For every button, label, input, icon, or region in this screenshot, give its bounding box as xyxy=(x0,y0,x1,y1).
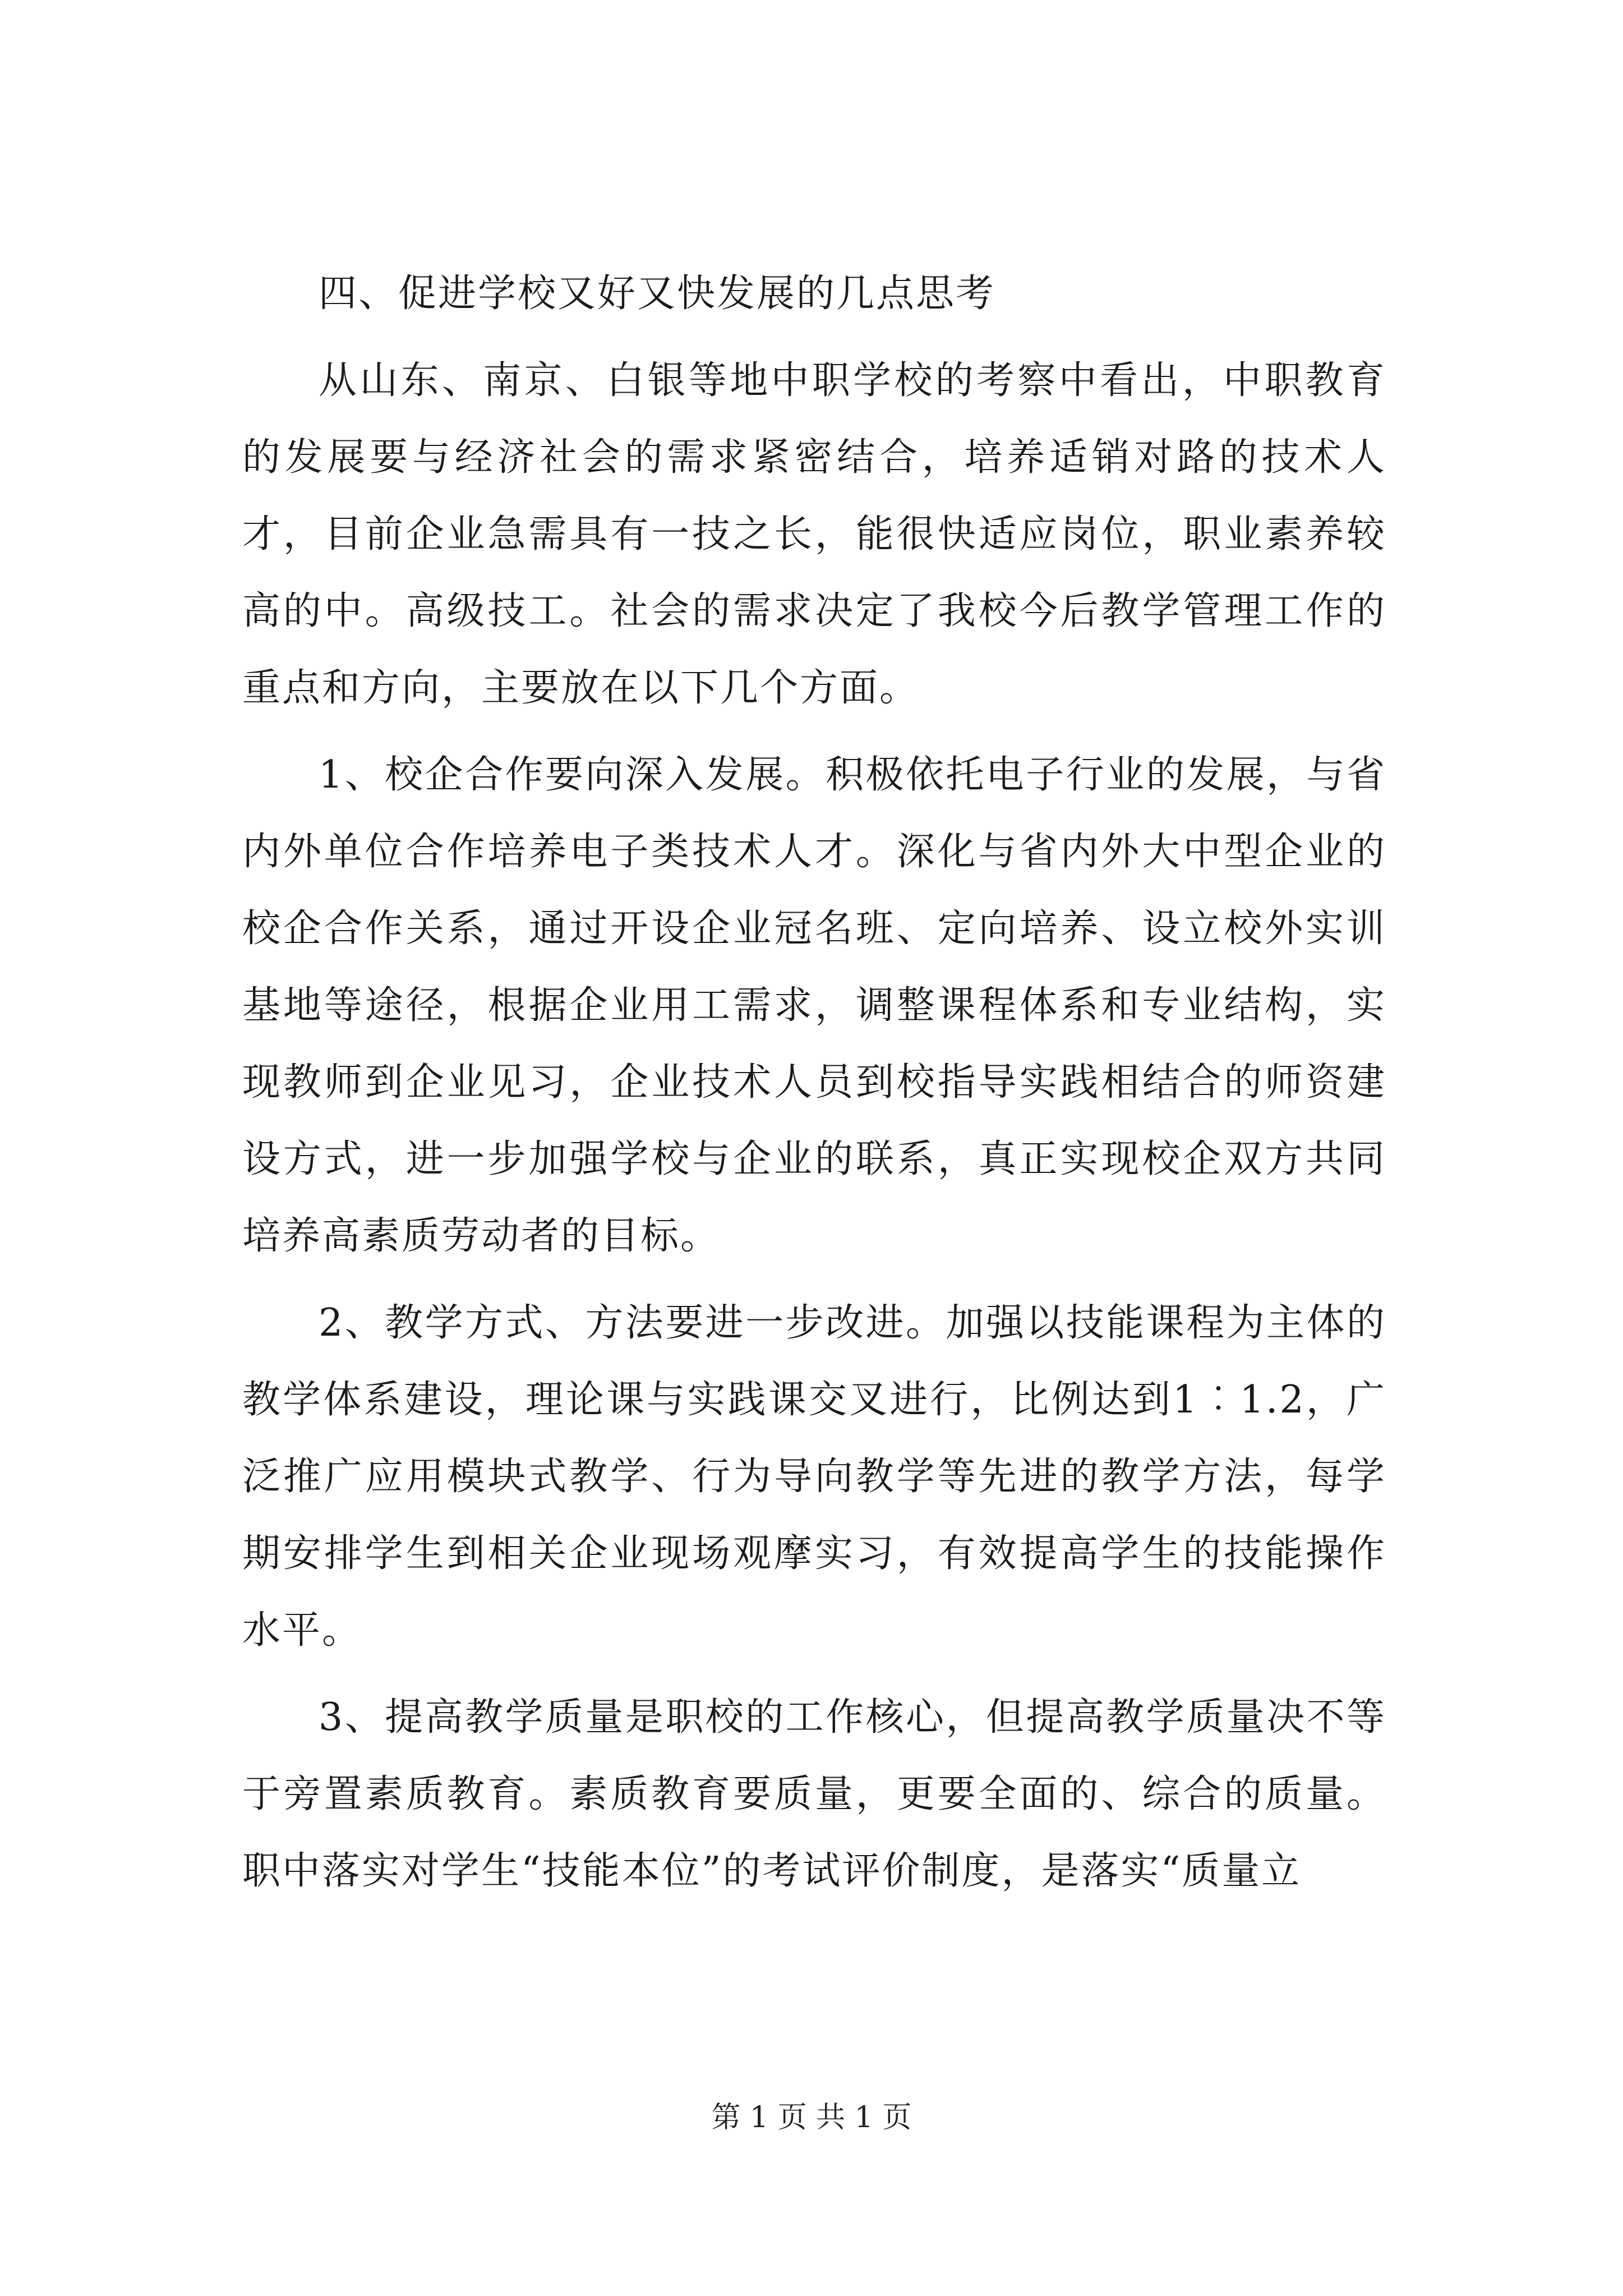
document-body xyxy=(242,255,1386,1910)
paragraph-point-3: 3、提高教学质量是职校的工作核心，但提高教学质量决不等于旁置素质教育。素质教育要质量，更要全面的、综合的质量。职中落实对学生“技能本位”的考试评价制度，是落实“质量立 xyxy=(242,1695,1386,1893)
page-number-footer: 第 1 页 共 1 页 xyxy=(711,2101,912,2134)
paragraph-point-2: 2、教学方式、方法要进一步改进。加强以技能课程为主体的教学体系建设，理论课与实践课交叉进行，比例达到1︰1.2，广泛推广应用模块式教学、行为导向教学等先进的教学方法，每学期安排学生到相关企业现场观摩实习，有效提高学生的技能操作水平。 xyxy=(242,1301,1386,1653)
section-heading: 四、促进学校又好又快发展的几点思考 xyxy=(319,272,996,316)
paragraph-point-1: 1、校企合作要向深入发展。积极依托电子行业的发展，与省内外单位合作培养电子类技术人才。深化与省内外大中型企业的校企合作关系，通过开设企业冠名班、定向培养、设立校外实训基地等途径，根据企业用工需求，调整课程体系和专业结构，实现教师到企业见习，企业技术人员到校指导实践相结合的师资建设方式，进一步加强学校与企业的联系，真正实现校企双方共同培养高素质劳动者的目标。 xyxy=(242,753,1386,1258)
paragraph-intro: 从山东、南京、白银等地中职学校的考察中看出，中职教育的发展要与经济社会的需求紧密结合，培养适销对路的技术人才，目前企业急需具有一技之长，能很快适应岗位，职业素养较高的中。高级技工。社会的需求决定了我校今后教学管理工作的重点和方向，主要放在以下几个方面。 xyxy=(242,358,1386,710)
